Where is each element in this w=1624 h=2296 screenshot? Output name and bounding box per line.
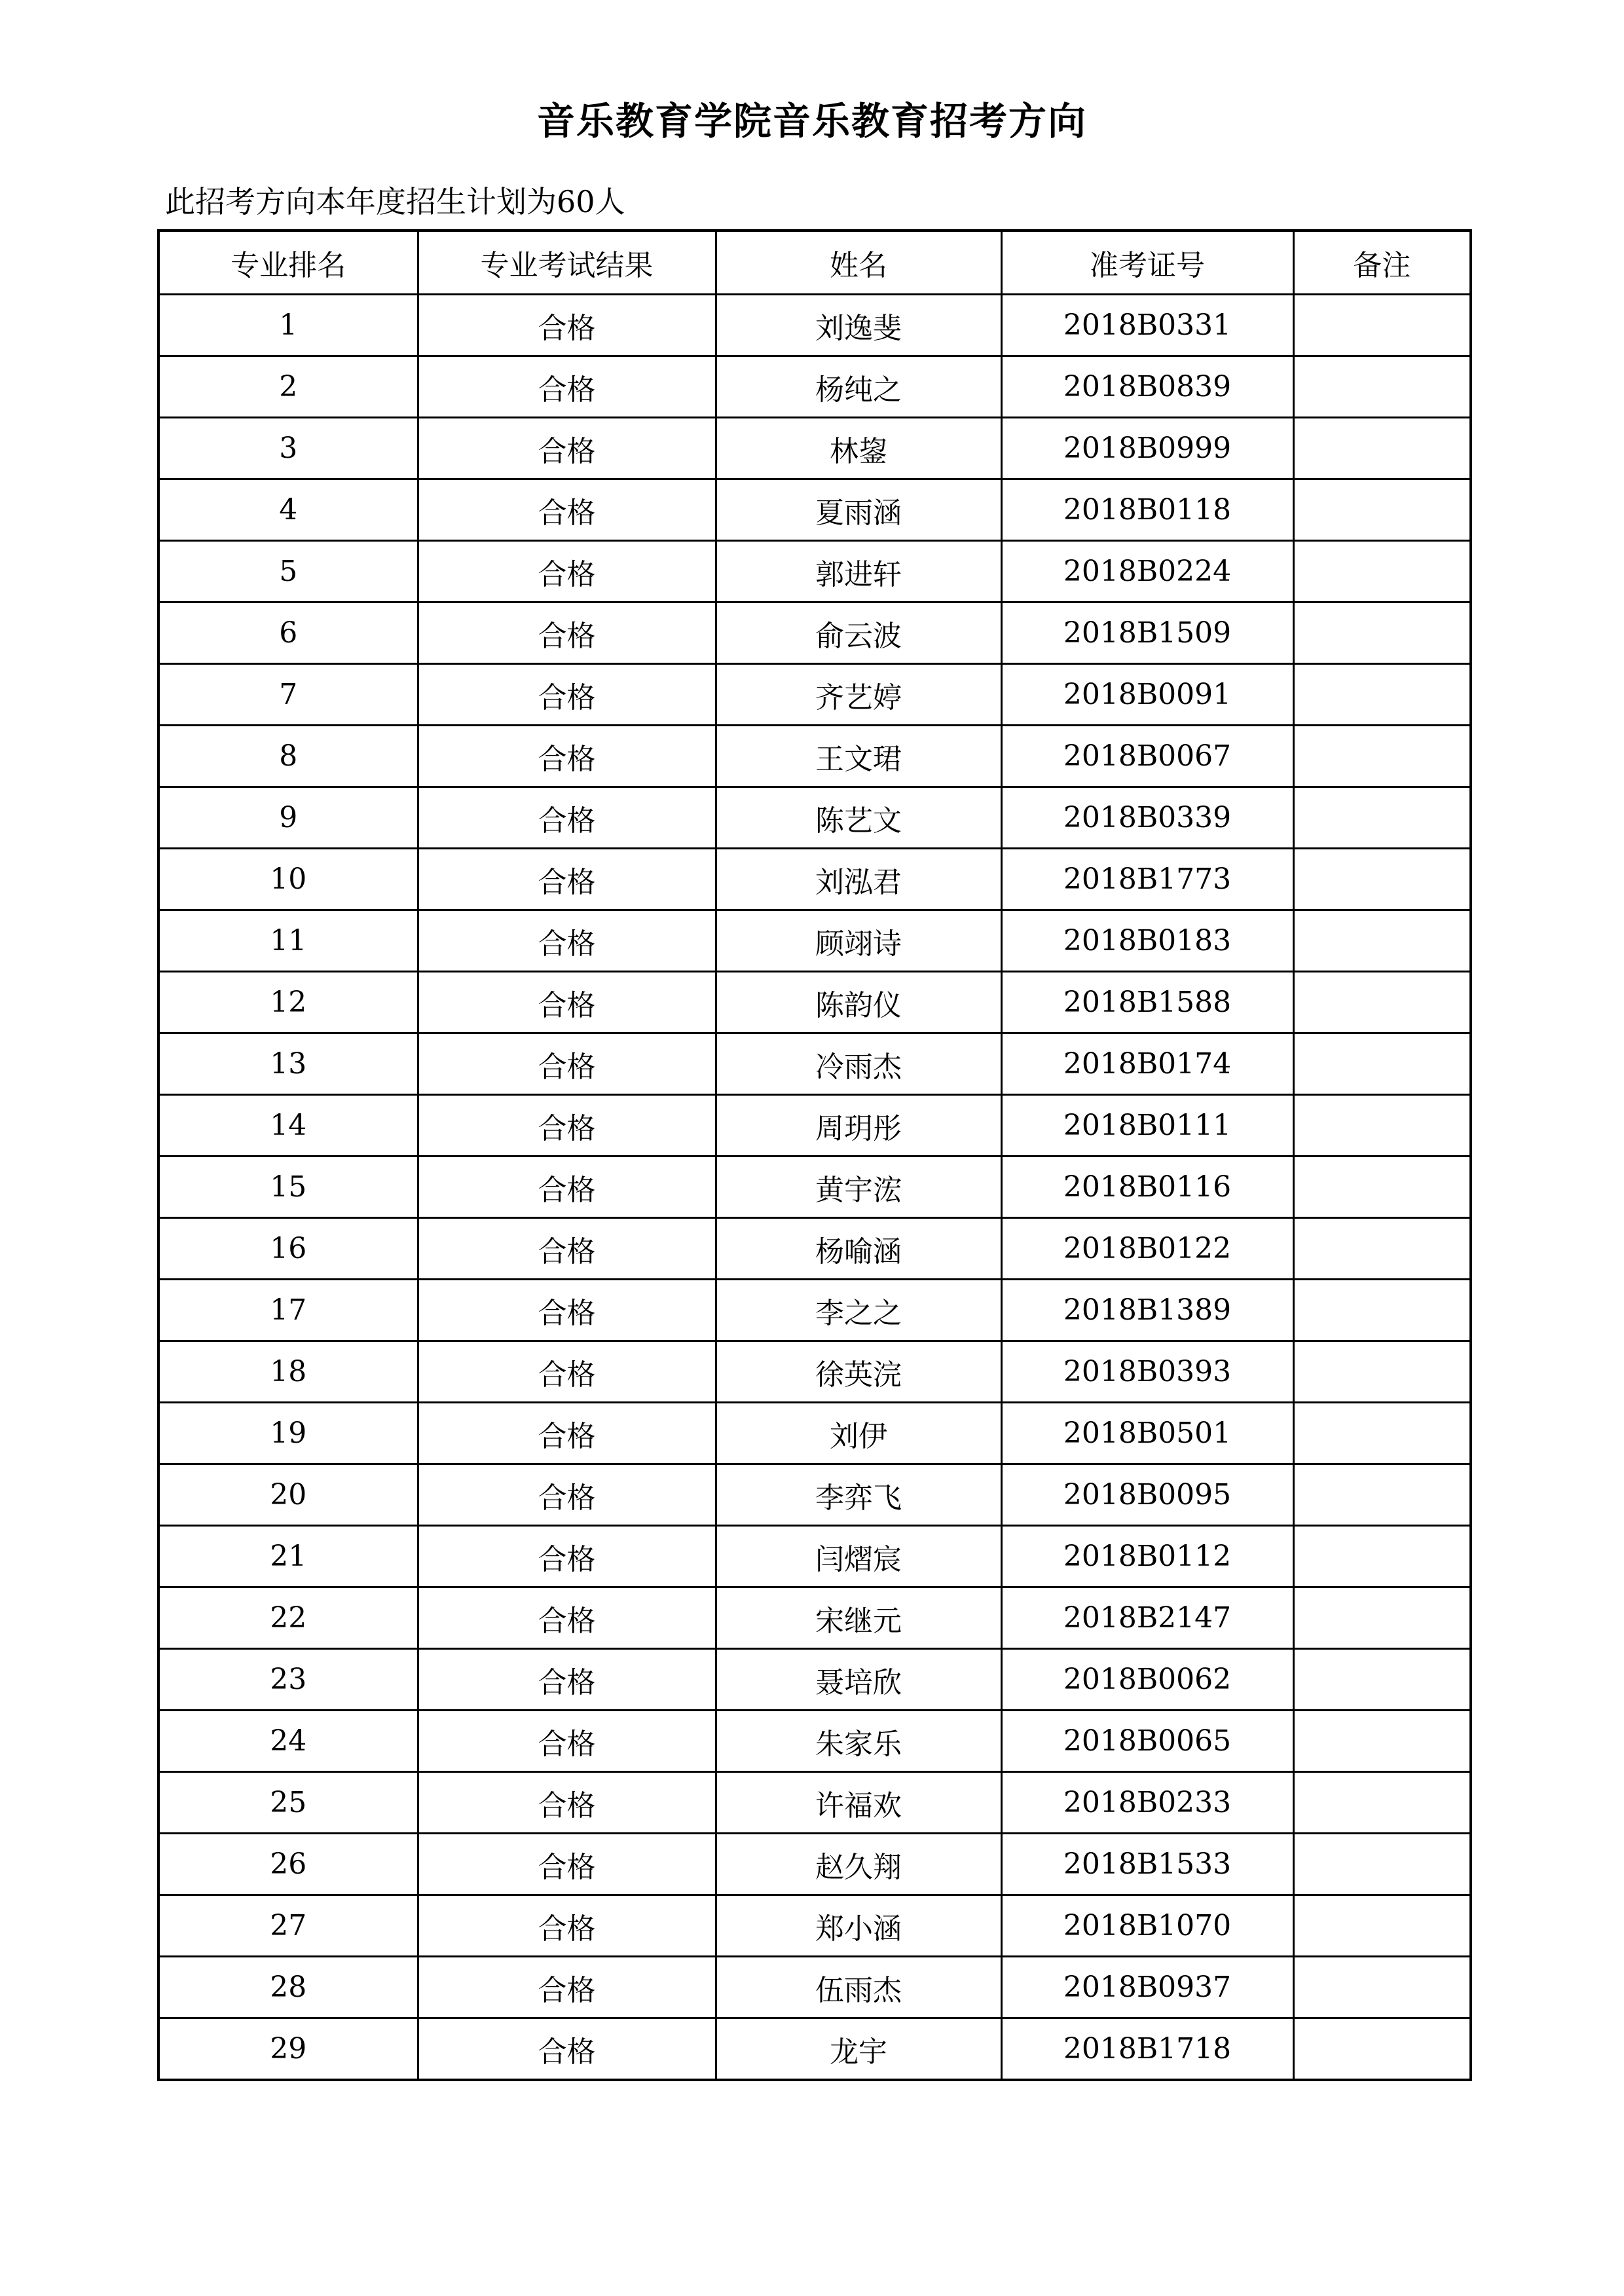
cell-exam-id: 2018B1588	[1001, 972, 1293, 1033]
cell-rank: 2	[158, 356, 418, 418]
column-header-rank: 专业排名	[158, 231, 418, 295]
table-row	[158, 972, 1471, 1033]
table-row	[158, 541, 1471, 602]
cell-name: 顾翊诗	[716, 910, 1001, 972]
cell-result: 合格	[418, 1464, 716, 1526]
cell-name: 郭进轩	[716, 541, 1001, 602]
cell-name: 宋继元	[716, 1587, 1001, 1649]
cell-name: 龙宇	[716, 2018, 1001, 2081]
cell-note	[1293, 1095, 1471, 1157]
cell-result: 合格	[418, 1772, 716, 1834]
cell-name: 刘伊	[716, 1403, 1001, 1464]
cell-name: 冷雨杰	[716, 1033, 1001, 1095]
cell-result: 合格	[418, 479, 716, 541]
cell-exam-id: 2018B0233	[1001, 1772, 1293, 1834]
cell-name: 聂培欣	[716, 1649, 1001, 1711]
table-row	[158, 849, 1471, 910]
cell-result: 合格	[418, 356, 716, 418]
column-header-exam-id: 准考证号	[1001, 231, 1293, 295]
cell-result: 合格	[418, 910, 716, 972]
cell-rank: 13	[158, 1033, 418, 1095]
cell-name: 王文珺	[716, 726, 1001, 787]
table-row	[158, 1280, 1471, 1341]
table-row	[158, 1341, 1471, 1403]
table-row	[158, 1464, 1471, 1526]
table-header-row	[158, 231, 1471, 295]
cell-exam-id: 2018B0839	[1001, 356, 1293, 418]
cell-result: 合格	[418, 602, 716, 664]
cell-exam-id: 2018B0937	[1001, 1957, 1293, 2018]
column-header-result: 专业考试结果	[418, 231, 716, 295]
cell-note	[1293, 1772, 1471, 1834]
cell-rank: 11	[158, 910, 418, 972]
cell-note	[1293, 1587, 1471, 1649]
cell-result: 合格	[418, 541, 716, 602]
cell-note	[1293, 1341, 1471, 1403]
cell-note	[1293, 1711, 1471, 1772]
cell-exam-id: 2018B0111	[1001, 1095, 1293, 1157]
cell-note	[1293, 1834, 1471, 1895]
table-row	[158, 1772, 1471, 1834]
cell-name: 徐英浣	[716, 1341, 1001, 1403]
cell-note	[1293, 910, 1471, 972]
cell-rank: 10	[158, 849, 418, 910]
cell-exam-id: 2018B0122	[1001, 1218, 1293, 1280]
cell-rank: 29	[158, 2018, 418, 2081]
cell-name: 郑小涵	[716, 1895, 1001, 1957]
cell-name: 林鋆	[716, 418, 1001, 479]
cell-note	[1293, 295, 1471, 356]
table-row	[158, 664, 1471, 726]
cell-note	[1293, 356, 1471, 418]
cell-note	[1293, 541, 1471, 602]
table-row	[158, 1834, 1471, 1895]
page-title: 音乐教育学院音乐教育招考方向	[536, 99, 1087, 143]
cell-note	[1293, 1464, 1471, 1526]
cell-note	[1293, 1403, 1471, 1464]
cell-name: 黄宇浤	[716, 1157, 1001, 1218]
cell-rank: 1	[158, 295, 418, 356]
cell-result: 合格	[418, 787, 716, 849]
cell-rank: 19	[158, 1403, 418, 1464]
cell-exam-id: 2018B0393	[1001, 1341, 1293, 1403]
cell-note	[1293, 1157, 1471, 1218]
column-header-note: 备注	[1293, 231, 1471, 295]
cell-result: 合格	[418, 1587, 716, 1649]
cell-name: 许福欢	[716, 1772, 1001, 1834]
cell-note	[1293, 787, 1471, 849]
cell-result: 合格	[418, 1218, 716, 1280]
cell-note	[1293, 1649, 1471, 1711]
cell-name: 夏雨涵	[716, 479, 1001, 541]
cell-result: 合格	[418, 2018, 716, 2081]
cell-exam-id: 2018B0067	[1001, 726, 1293, 787]
cell-result: 合格	[418, 664, 716, 726]
cell-exam-id: 2018B0999	[1001, 418, 1293, 479]
cell-rank: 5	[158, 541, 418, 602]
cell-result: 合格	[418, 418, 716, 479]
table-row	[158, 1033, 1471, 1095]
cell-rank: 17	[158, 1280, 418, 1341]
cell-name: 齐艺婷	[716, 664, 1001, 726]
table-row	[158, 1157, 1471, 1218]
cell-name: 陈韵仪	[716, 972, 1001, 1033]
cell-name: 赵久翔	[716, 1834, 1001, 1895]
cell-name: 刘逸斐	[716, 295, 1001, 356]
cell-rank: 21	[158, 1526, 418, 1587]
cell-name: 李之之	[716, 1280, 1001, 1341]
cell-exam-id: 2018B1070	[1001, 1895, 1293, 1957]
cell-result: 合格	[418, 1834, 716, 1895]
table-row	[158, 1711, 1471, 1772]
cell-result: 合格	[418, 1033, 716, 1095]
cell-note	[1293, 726, 1471, 787]
cell-exam-id: 2018B0501	[1001, 1403, 1293, 1464]
cell-exam-id: 2018B1718	[1001, 2018, 1293, 2081]
cell-exam-id: 2018B0118	[1001, 479, 1293, 541]
cell-rank: 9	[158, 787, 418, 849]
table-row	[158, 787, 1471, 849]
cell-result: 合格	[418, 1526, 716, 1587]
table-row	[158, 2018, 1471, 2081]
cell-note	[1293, 1033, 1471, 1095]
cell-rank: 26	[158, 1834, 418, 1895]
cell-exam-id: 2018B1533	[1001, 1834, 1293, 1895]
cell-result: 合格	[418, 1157, 716, 1218]
cell-name: 杨纯之	[716, 356, 1001, 418]
cell-result: 合格	[418, 849, 716, 910]
cell-rank: 28	[158, 1957, 418, 2018]
cell-rank: 15	[158, 1157, 418, 1218]
cell-result: 合格	[418, 1403, 716, 1464]
table-row	[158, 1403, 1471, 1464]
cell-name: 周玥彤	[716, 1095, 1001, 1157]
enrollment-plan-note: 此招考方向本年度招生计划为60人	[165, 184, 625, 219]
cell-rank: 14	[158, 1095, 418, 1157]
cell-rank: 4	[158, 479, 418, 541]
cell-rank: 25	[158, 1772, 418, 1834]
cell-exam-id: 2018B0062	[1001, 1649, 1293, 1711]
cell-result: 合格	[418, 1280, 716, 1341]
cell-exam-id: 2018B1773	[1001, 849, 1293, 910]
cell-rank: 22	[158, 1587, 418, 1649]
table-row	[158, 356, 1471, 418]
table-row	[158, 910, 1471, 972]
cell-exam-id: 2018B0224	[1001, 541, 1293, 602]
cell-result: 合格	[418, 1649, 716, 1711]
cell-exam-id: 2018B0095	[1001, 1464, 1293, 1526]
table-row	[158, 1587, 1471, 1649]
cell-exam-id: 2018B0112	[1001, 1526, 1293, 1587]
cell-rank: 24	[158, 1711, 418, 1772]
cell-rank: 27	[158, 1895, 418, 1957]
cell-exam-id: 2018B0091	[1001, 664, 1293, 726]
cell-note	[1293, 1218, 1471, 1280]
cell-rank: 18	[158, 1341, 418, 1403]
table-row	[158, 1526, 1471, 1587]
cell-exam-id: 2018B2147	[1001, 1587, 1293, 1649]
table-row	[158, 602, 1471, 664]
cell-result: 合格	[418, 1957, 716, 2018]
cell-name: 刘泓君	[716, 849, 1001, 910]
cell-name: 陈艺文	[716, 787, 1001, 849]
cell-result: 合格	[418, 1711, 716, 1772]
cell-note	[1293, 418, 1471, 479]
cell-note	[1293, 972, 1471, 1033]
cell-name: 李弈飞	[716, 1464, 1001, 1526]
cell-note	[1293, 1957, 1471, 2018]
cell-name: 伍雨杰	[716, 1957, 1001, 2018]
cell-result: 合格	[418, 1895, 716, 1957]
cell-rank: 6	[158, 602, 418, 664]
table-row	[158, 1895, 1471, 1957]
table-row	[158, 1649, 1471, 1711]
cell-exam-id: 2018B0331	[1001, 295, 1293, 356]
cell-rank: 23	[158, 1649, 418, 1711]
cell-note	[1293, 1895, 1471, 1957]
cell-note	[1293, 1280, 1471, 1341]
table-row	[158, 1218, 1471, 1280]
cell-note	[1293, 2018, 1471, 2081]
cell-result: 合格	[418, 726, 716, 787]
cell-name: 朱家乐	[716, 1711, 1001, 1772]
cell-result: 合格	[418, 295, 716, 356]
cell-exam-id: 2018B0116	[1001, 1157, 1293, 1218]
cell-result: 合格	[418, 1095, 716, 1157]
cell-rank: 8	[158, 726, 418, 787]
table-row	[158, 1095, 1471, 1157]
cell-exam-id: 2018B0339	[1001, 787, 1293, 849]
cell-exam-id: 2018B0065	[1001, 1711, 1293, 1772]
cell-exam-id: 2018B0183	[1001, 910, 1293, 972]
table-row	[158, 1957, 1471, 2018]
cell-exam-id: 2018B0174	[1001, 1033, 1293, 1095]
cell-note	[1293, 849, 1471, 910]
cell-name: 杨喻涵	[716, 1218, 1001, 1280]
cell-exam-id: 2018B1509	[1001, 602, 1293, 664]
cell-note	[1293, 602, 1471, 664]
cell-name: 俞云波	[716, 602, 1001, 664]
cell-note	[1293, 664, 1471, 726]
cell-rank: 20	[158, 1464, 418, 1526]
table-row	[158, 418, 1471, 479]
cell-note	[1293, 479, 1471, 541]
table-row	[158, 295, 1471, 356]
cell-result: 合格	[418, 972, 716, 1033]
cell-note	[1293, 1526, 1471, 1587]
cell-rank: 3	[158, 418, 418, 479]
cell-name: 闫熠宸	[716, 1526, 1001, 1587]
table-body	[158, 295, 1471, 2081]
cell-rank: 7	[158, 664, 418, 726]
cell-rank: 12	[158, 972, 418, 1033]
cell-result: 合格	[418, 1341, 716, 1403]
admission-table	[157, 229, 1472, 2081]
table-row	[158, 479, 1471, 541]
column-header-name: 姓名	[716, 231, 1001, 295]
table-row	[158, 726, 1471, 787]
cell-rank: 16	[158, 1218, 418, 1280]
cell-exam-id: 2018B1389	[1001, 1280, 1293, 1341]
